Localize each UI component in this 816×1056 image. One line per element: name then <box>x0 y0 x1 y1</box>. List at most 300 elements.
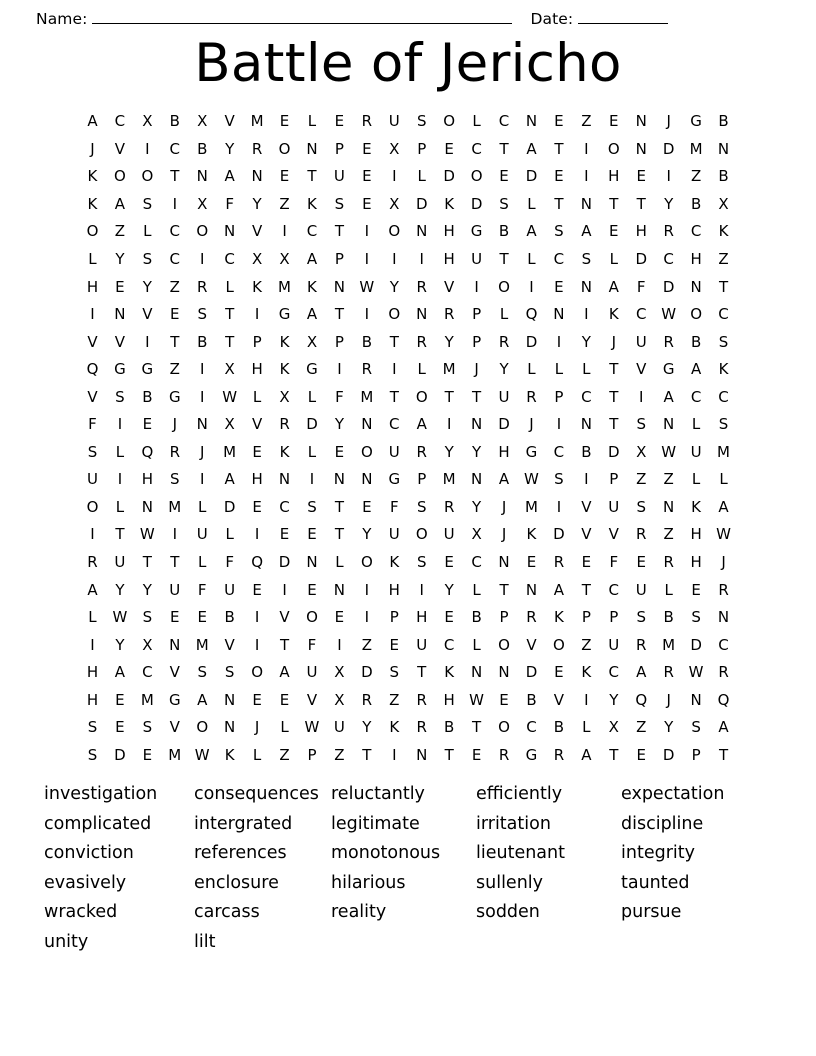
grid-cell[interactable]: D <box>223 497 236 516</box>
grid-cell[interactable]: N <box>416 222 428 241</box>
grid-cell[interactable]: N <box>224 222 236 241</box>
grid-cell[interactable]: E <box>526 553 537 572</box>
grid-cell[interactable]: L <box>115 497 125 516</box>
grid-cell[interactable]: C <box>443 635 455 654</box>
word-list-item[interactable]: unity <box>44 931 89 952</box>
grid-cell[interactable]: L <box>527 194 536 213</box>
grid-cell[interactable]: L <box>417 167 426 186</box>
grid-cell[interactable]: N <box>580 277 592 296</box>
grid-cell[interactable]: C <box>114 112 126 131</box>
grid-cell[interactable]: E <box>197 608 207 627</box>
grid-cell[interactable]: L <box>143 222 152 241</box>
grid-cell[interactable]: E <box>362 139 372 158</box>
grid-cell[interactable]: I <box>254 305 260 324</box>
grid-cell[interactable]: O <box>86 222 99 241</box>
grid-cell[interactable]: U <box>635 580 647 599</box>
grid-cell[interactable]: X <box>142 112 153 131</box>
grid-cell[interactable]: L <box>198 553 207 572</box>
grid-cell[interactable]: E <box>471 745 482 764</box>
grid-cell[interactable]: I <box>419 250 424 268</box>
grid-cell[interactable]: K <box>444 194 455 213</box>
grid-cell[interactable]: N <box>114 305 126 324</box>
grid-cell[interactable]: M <box>717 442 730 461</box>
grid-cell[interactable]: D <box>608 442 620 461</box>
grid-cell[interactable]: T <box>472 387 482 406</box>
grid-cell[interactable]: K <box>553 608 564 627</box>
grid-cell[interactable]: Z <box>663 470 674 489</box>
grid-cell[interactable]: X <box>224 360 235 379</box>
grid-cell[interactable]: S <box>416 553 427 572</box>
grid-cell[interactable]: E <box>307 580 317 599</box>
grid-cell[interactable]: N <box>470 415 483 434</box>
grid-cell[interactable]: I <box>446 415 452 434</box>
grid-cell[interactable]: K <box>87 194 98 213</box>
grid-cell[interactable]: C <box>690 387 702 406</box>
grid-cell[interactable]: S <box>170 470 180 489</box>
grid-cell[interactable]: Y <box>664 194 674 213</box>
grid-cell[interactable]: G <box>690 112 702 131</box>
grid-cell[interactable]: I <box>282 222 287 241</box>
grid-cell[interactable]: S <box>224 663 235 682</box>
grid-cell[interactable]: T <box>362 745 372 764</box>
grid-cell[interactable]: H <box>86 277 99 296</box>
grid-cell[interactable]: J <box>721 553 726 572</box>
grid-cell[interactable]: I <box>117 470 123 489</box>
grid-cell[interactable]: G <box>662 360 675 379</box>
grid-cell[interactable]: L <box>252 387 262 406</box>
grid-cell[interactable]: L <box>527 250 536 268</box>
grid-cell[interactable]: E <box>554 663 564 682</box>
grid-cell[interactable]: V <box>279 608 290 627</box>
grid-cell[interactable]: N <box>470 470 483 489</box>
grid-cell[interactable]: Z <box>279 745 290 764</box>
grid-cell[interactable]: X <box>471 525 482 544</box>
grid-cell[interactable]: I <box>337 360 342 379</box>
grid-cell[interactable]: U <box>443 525 455 544</box>
word-list-item[interactable]: monotonous <box>331 843 441 864</box>
grid-cell[interactable]: S <box>307 497 317 516</box>
grid-cell[interactable]: G <box>525 745 538 764</box>
grid-cell[interactable]: U <box>169 580 181 599</box>
grid-cell[interactable]: R <box>443 497 455 516</box>
grid-cell[interactable]: U <box>114 553 126 572</box>
grid-cell[interactable]: K <box>718 222 729 241</box>
grid-cell[interactable]: Y <box>581 332 591 351</box>
grid-cell[interactable]: E <box>636 553 646 572</box>
word-list-item[interactable]: legitimate <box>331 813 420 834</box>
grid-cell[interactable]: Z <box>581 112 592 131</box>
grid-cell[interactable]: Z <box>636 718 647 737</box>
grid-cell[interactable]: C <box>553 442 565 461</box>
word-list-item[interactable]: investigation <box>44 784 158 804</box>
grid-cell[interactable]: V <box>114 139 126 158</box>
grid-cell[interactable]: E <box>636 167 646 186</box>
grid-cell[interactable]: R <box>498 745 510 764</box>
grid-cell[interactable]: W <box>304 718 320 737</box>
grid-cell[interactable]: K <box>608 305 619 324</box>
grid-cell[interactable]: X <box>142 635 153 654</box>
grid-cell[interactable]: R <box>718 663 729 682</box>
grid-cell[interactable]: B <box>526 690 537 709</box>
grid-cell[interactable]: N <box>196 167 208 186</box>
grid-cell[interactable]: O <box>114 167 126 186</box>
grid-cell[interactable]: F <box>88 415 97 434</box>
grid-cell[interactable]: N <box>333 470 346 489</box>
grid-cell[interactable]: I <box>200 387 205 406</box>
grid-cell[interactable]: R <box>416 718 427 737</box>
grid-cell[interactable]: N <box>224 690 236 709</box>
grid-cell[interactable]: D <box>690 635 702 654</box>
grid-cell[interactable]: E <box>279 167 290 186</box>
grid-cell[interactable]: O <box>278 139 291 158</box>
grid-cell[interactable]: V <box>581 525 592 544</box>
grid-cell[interactable]: T <box>225 305 235 324</box>
grid-cell[interactable]: P <box>609 470 619 489</box>
grid-cell[interactable]: F <box>636 277 646 296</box>
grid-cell[interactable]: L <box>307 442 317 461</box>
grid-cell[interactable]: D <box>498 415 510 434</box>
grid-cell[interactable]: L <box>499 305 509 324</box>
grid-cell[interactable]: Y <box>115 635 125 654</box>
grid-cell[interactable]: W <box>194 745 210 764</box>
grid-cell[interactable]: V <box>251 415 263 434</box>
grid-cell[interactable]: I <box>254 525 260 544</box>
grid-cell[interactable]: Z <box>581 635 592 654</box>
grid-cell[interactable]: S <box>554 470 564 489</box>
grid-cell[interactable]: V <box>581 497 592 516</box>
grid-cell[interactable]: T <box>472 718 482 737</box>
word-list-item[interactable]: sullenly <box>476 872 544 893</box>
grid-cell[interactable]: Z <box>334 745 345 764</box>
grid-cell[interactable]: V <box>608 525 619 544</box>
grid-cell[interactable]: C <box>663 250 674 268</box>
grid-cell[interactable]: O <box>388 222 401 241</box>
grid-cell[interactable]: X <box>279 250 290 268</box>
grid-cell[interactable]: K <box>389 553 400 572</box>
grid-cell[interactable]: T <box>499 250 509 268</box>
grid-cell[interactable]: F <box>307 635 317 654</box>
grid-cell[interactable]: L <box>527 360 536 379</box>
grid-cell[interactable]: Y <box>472 442 482 461</box>
grid-cell[interactable]: I <box>145 332 150 351</box>
grid-cell[interactable]: V <box>114 332 126 351</box>
grid-cell[interactable]: E <box>170 608 180 627</box>
grid-cell[interactable]: D <box>553 525 565 544</box>
grid-cell[interactable]: Q <box>251 553 263 572</box>
grid-cell[interactable]: Y <box>472 497 482 516</box>
grid-cell[interactable]: R <box>663 222 674 241</box>
grid-cell[interactable]: X <box>334 663 345 682</box>
grid-cell[interactable]: F <box>609 553 619 572</box>
grid-cell[interactable]: T <box>170 332 180 351</box>
grid-cell[interactable]: Q <box>717 690 730 709</box>
grid-cell[interactable]: S <box>197 663 207 682</box>
grid-cell[interactable]: P <box>334 332 344 351</box>
grid-cell[interactable]: V <box>444 277 455 296</box>
grid-cell[interactable]: W <box>139 525 155 544</box>
grid-cell[interactable]: S <box>142 250 153 268</box>
grid-cell[interactable]: I <box>200 360 205 379</box>
grid-cell[interactable]: A <box>608 277 619 296</box>
grid-cell[interactable]: U <box>333 167 345 186</box>
word-list-item[interactable]: expectation <box>621 784 725 804</box>
grid-cell[interactable]: A <box>306 305 318 324</box>
grid-cell[interactable]: R <box>636 525 647 544</box>
grid-cell[interactable]: I <box>172 194 177 213</box>
grid-cell[interactable]: E <box>499 690 509 709</box>
grid-cell[interactable]: X <box>389 139 400 158</box>
grid-cell[interactable]: V <box>169 663 180 682</box>
grid-cell[interactable]: F <box>225 194 234 213</box>
grid-cell[interactable]: J <box>529 415 534 434</box>
grid-cell[interactable]: A <box>279 663 290 682</box>
grid-cell[interactable]: I <box>584 167 589 186</box>
grid-cell[interactable]: P <box>252 332 262 351</box>
grid-cell[interactable]: Y <box>444 442 454 461</box>
grid-cell[interactable]: T <box>307 167 317 186</box>
grid-cell[interactable]: Z <box>279 194 290 213</box>
grid-cell[interactable]: N <box>498 663 510 682</box>
grid-cell[interactable]: T <box>718 277 729 296</box>
grid-cell[interactable]: O <box>306 608 318 627</box>
grid-cell[interactable]: W <box>469 690 485 709</box>
grid-cell[interactable]: J <box>90 139 95 158</box>
grid-cell[interactable]: T <box>142 553 152 572</box>
grid-cell[interactable]: I <box>392 167 397 186</box>
grid-cell[interactable]: A <box>718 497 729 516</box>
grid-cell[interactable]: T <box>115 525 125 544</box>
grid-cell[interactable]: R <box>526 608 537 627</box>
grid-cell[interactable]: T <box>225 332 235 351</box>
grid-cell[interactable]: S <box>334 194 345 213</box>
grid-cell[interactable]: T <box>334 305 344 324</box>
grid-cell[interactable]: O <box>415 525 428 544</box>
grid-cell[interactable]: A <box>114 663 126 682</box>
grid-cell[interactable]: B <box>197 332 208 351</box>
grid-cell[interactable]: N <box>663 415 675 434</box>
grid-cell[interactable]: J <box>611 332 616 351</box>
grid-cell[interactable]: H <box>690 250 702 268</box>
grid-cell[interactable]: I <box>282 580 287 599</box>
grid-cell[interactable]: Y <box>334 415 344 434</box>
grid-cell[interactable]: D <box>278 553 291 572</box>
grid-cell[interactable]: U <box>416 635 428 654</box>
grid-cell[interactable]: U <box>690 442 702 461</box>
grid-cell[interactable]: G <box>168 387 181 406</box>
grid-cell[interactable]: D <box>361 663 373 682</box>
grid-cell[interactable]: S <box>499 194 509 213</box>
grid-cell[interactable]: S <box>142 608 153 627</box>
grid-cell[interactable]: O <box>251 663 263 682</box>
grid-cell[interactable]: L <box>582 718 591 737</box>
grid-cell[interactable]: B <box>197 139 208 158</box>
grid-cell[interactable]: O <box>196 222 209 241</box>
grid-cell[interactable]: I <box>364 305 370 324</box>
grid-cell[interactable]: I <box>364 608 370 627</box>
grid-cell[interactable]: H <box>86 690 99 709</box>
grid-cell[interactable]: J <box>474 360 479 379</box>
grid-cell[interactable]: T <box>170 167 180 186</box>
grid-cell[interactable]: F <box>335 387 344 406</box>
grid-cell[interactable]: Y <box>115 580 125 599</box>
grid-cell[interactable]: L <box>691 415 701 434</box>
grid-cell[interactable]: O <box>607 139 620 158</box>
grid-cell[interactable]: B <box>690 332 702 351</box>
grid-cell[interactable]: W <box>688 663 704 682</box>
grid-cell[interactable]: L <box>609 250 618 268</box>
grid-cell[interactable]: L <box>198 497 207 516</box>
grid-cell[interactable]: B <box>690 194 702 213</box>
grid-cell[interactable]: L <box>719 470 728 489</box>
grid-cell[interactable]: E <box>279 525 290 544</box>
grid-cell[interactable]: H <box>388 580 400 599</box>
name-input-line[interactable] <box>92 23 512 24</box>
grid-cell[interactable]: C <box>608 580 620 599</box>
grid-cell[interactable]: N <box>333 580 346 599</box>
grid-cell[interactable]: C <box>169 250 181 268</box>
grid-cell[interactable]: C <box>498 112 510 131</box>
grid-cell[interactable]: D <box>635 250 647 268</box>
word-list-item[interactable]: lieutenant <box>476 843 565 864</box>
grid-cell[interactable]: T <box>279 635 290 654</box>
grid-cell[interactable]: E <box>334 112 345 131</box>
grid-cell[interactable]: P <box>472 305 482 324</box>
grid-cell[interactable]: E <box>142 745 153 764</box>
grid-cell[interactable]: V <box>87 332 98 351</box>
grid-cell[interactable]: B <box>581 442 592 461</box>
grid-cell[interactable]: N <box>224 718 236 737</box>
grid-cell[interactable]: L <box>335 553 344 572</box>
grid-cell[interactable]: L <box>225 277 234 296</box>
grid-cell[interactable]: M <box>524 497 538 516</box>
grid-cell[interactable]: S <box>87 745 98 764</box>
grid-cell[interactable]: S <box>691 718 701 737</box>
grid-cell[interactable]: G <box>388 470 401 489</box>
grid-cell[interactable]: X <box>334 690 345 709</box>
grid-cell[interactable]: A <box>498 470 510 489</box>
grid-cell[interactable]: A <box>718 718 729 737</box>
grid-cell[interactable]: O <box>86 497 99 516</box>
grid-cell[interactable]: M <box>442 470 456 489</box>
grid-cell[interactable]: A <box>636 663 647 682</box>
grid-cell[interactable]: A <box>553 580 565 599</box>
grid-cell[interactable]: S <box>581 250 592 268</box>
grid-cell[interactable]: C <box>142 663 153 682</box>
grid-cell[interactable]: M <box>689 139 703 158</box>
grid-cell[interactable]: T <box>554 194 564 213</box>
grid-cell[interactable]: O <box>443 112 456 131</box>
grid-cell[interactable]: X <box>636 442 647 461</box>
grid-cell[interactable]: R <box>416 690 427 709</box>
grid-cell[interactable]: N <box>306 139 318 158</box>
grid-cell[interactable]: C <box>306 222 318 241</box>
grid-cell[interactable]: W <box>112 608 128 627</box>
grid-cell[interactable]: E <box>142 415 153 434</box>
grid-cell[interactable]: M <box>662 635 676 654</box>
grid-cell[interactable]: S <box>636 497 646 516</box>
grid-cell[interactable]: R <box>443 305 455 324</box>
grid-cell[interactable]: V <box>251 222 263 241</box>
grid-cell[interactable]: K <box>307 277 317 296</box>
grid-cell[interactable]: T <box>417 663 427 682</box>
grid-cell[interactable]: E <box>444 553 454 572</box>
grid-cell[interactable]: A <box>663 387 674 406</box>
word-list-item[interactable]: sodden <box>476 902 540 923</box>
grid-cell[interactable]: K <box>279 360 290 379</box>
grid-cell[interactable]: R <box>663 332 674 351</box>
grid-cell[interactable]: E <box>170 305 180 324</box>
grid-cell[interactable]: R <box>197 277 208 296</box>
grid-cell[interactable]: U <box>306 663 318 682</box>
grid-cell[interactable]: I <box>309 470 315 489</box>
grid-cell[interactable]: I <box>200 250 205 268</box>
grid-cell[interactable]: C <box>608 663 620 682</box>
grid-cell[interactable]: R <box>663 553 674 572</box>
grid-cell[interactable]: S <box>416 112 427 131</box>
grid-cell[interactable]: V <box>526 635 537 654</box>
grid-cell[interactable]: B <box>169 112 180 131</box>
grid-cell[interactable]: X <box>279 387 290 406</box>
word-list-item[interactable]: consequences <box>194 784 319 804</box>
grid-cell[interactable]: S <box>115 387 125 406</box>
grid-cell[interactable]: H <box>635 222 647 241</box>
grid-cell[interactable]: E <box>362 497 372 516</box>
grid-cell[interactable]: U <box>388 112 400 131</box>
grid-cell[interactable]: C <box>718 305 729 324</box>
grid-cell[interactable]: T <box>444 745 454 764</box>
word-list-item[interactable]: intergrated <box>194 813 293 834</box>
grid-cell[interactable]: A <box>581 745 592 764</box>
grid-cell[interactable]: A <box>526 222 537 241</box>
grid-cell[interactable]: R <box>416 332 427 351</box>
grid-cell[interactable]: N <box>663 497 675 516</box>
grid-cell[interactable]: B <box>361 332 372 351</box>
grid-cell[interactable]: U <box>635 332 647 351</box>
grid-cell[interactable]: G <box>278 305 291 324</box>
grid-cell[interactable]: U <box>471 250 483 268</box>
grid-cell[interactable]: T <box>334 497 344 516</box>
grid-cell[interactable]: N <box>470 663 483 682</box>
grid-cell[interactable]: I <box>254 608 260 627</box>
grid-cell[interactable]: H <box>251 470 263 489</box>
grid-cell[interactable]: R <box>718 580 729 599</box>
grid-cell[interactable]: B <box>553 718 565 737</box>
grid-cell[interactable]: I <box>364 250 370 268</box>
word-list-item[interactable]: evasively <box>44 872 127 893</box>
word-list-item[interactable]: discipline <box>621 813 704 834</box>
grid-cell[interactable]: Z <box>636 470 647 489</box>
grid-cell[interactable]: X <box>306 332 318 351</box>
grid-cell[interactable]: I <box>584 470 589 489</box>
grid-cell[interactable]: E <box>581 553 592 572</box>
grid-cell[interactable]: V <box>169 718 180 737</box>
grid-cell[interactable]: O <box>415 387 428 406</box>
grid-cell[interactable]: R <box>169 442 180 461</box>
word-list-item[interactable]: reluctantly <box>331 784 425 804</box>
grid-cell[interactable]: Y <box>389 277 399 296</box>
grid-cell[interactable]: B <box>718 167 729 186</box>
grid-cell[interactable]: B <box>718 112 729 131</box>
grid-cell[interactable]: N <box>580 415 592 434</box>
grid-cell[interactable]: B <box>224 608 235 627</box>
grid-cell[interactable]: E <box>389 635 400 654</box>
grid-cell[interactable]: S <box>142 718 153 737</box>
grid-cell[interactable]: E <box>252 690 262 709</box>
grid-cell[interactable]: I <box>392 250 397 268</box>
grid-cell[interactable]: K <box>389 718 400 737</box>
grid-cell[interactable]: R <box>526 387 537 406</box>
grid-cell[interactable]: L <box>88 250 97 268</box>
